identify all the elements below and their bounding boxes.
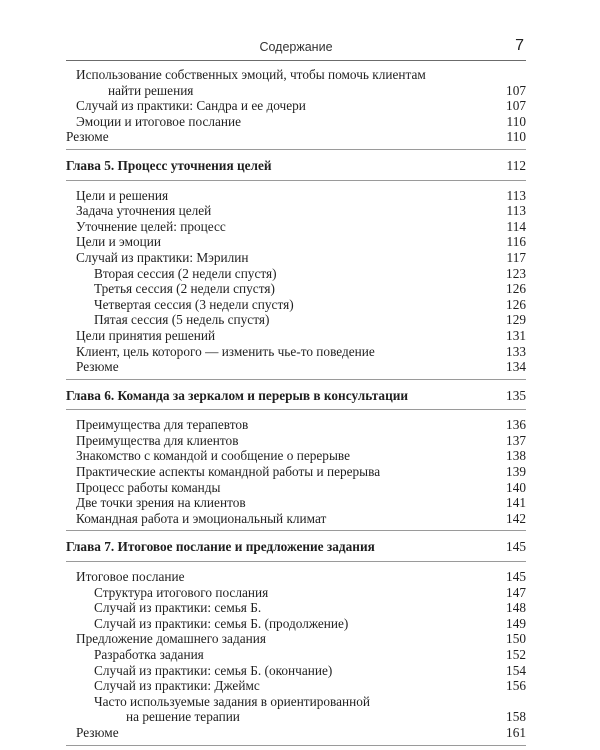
toc-page-number: 138 <box>506 448 526 464</box>
toc-entry[interactable] <box>66 114 526 130</box>
toc-entry[interactable] <box>66 631 526 647</box>
toc-page-number: 113 <box>506 187 526 203</box>
toc-entry-text: Практические аспекты командной работы и перерыва <box>76 464 381 480</box>
toc-entry[interactable] <box>66 480 526 496</box>
toc-page-number: 139 <box>506 464 526 480</box>
toc-page-number: 107 <box>506 98 526 114</box>
toc-entry[interactable] <box>66 433 526 449</box>
toc-entry-text: Четвертая сессия (3 недели спустя) <box>94 296 294 312</box>
toc-entry-text: Использование собственных эмоций, чтобы помочь клиентам <box>76 67 426 82</box>
toc-page-number: 117 <box>506 249 526 265</box>
toc-page-number: 147 <box>506 584 526 600</box>
toc-entry[interactable] <box>66 725 526 746</box>
toc-page-number: 141 <box>506 495 526 511</box>
toc-entry-text: Случай из практики: Мэрилин <box>76 249 249 265</box>
toc-entry-text: Резюме <box>76 724 119 740</box>
table-of-contents <box>66 67 526 746</box>
toc-entry-text: Случай из практики: семья Б. (продолжение) <box>94 615 349 631</box>
toc-entry-text: Случай из практики: семья Б. <box>94 600 262 616</box>
toc-page-number: 135 <box>506 387 526 403</box>
toc-entry[interactable] <box>66 98 526 114</box>
toc-entry-text: Резюме <box>76 359 119 375</box>
toc-entry-text: Вторая сессия (2 недели спустя) <box>94 265 277 281</box>
toc-entry[interactable] <box>66 250 526 266</box>
toc-entry-text: Резюме <box>66 129 109 145</box>
toc-entry[interactable] <box>66 511 526 532</box>
toc-subentry[interactable] <box>66 663 526 679</box>
toc-page-number: 145 <box>506 569 526 585</box>
toc-entry-text-continued: найти решения <box>108 82 194 98</box>
running-header <box>66 37 526 61</box>
toc-entry-text: Две точки зрения на клиентов <box>76 495 246 511</box>
chapter-rule <box>66 561 526 562</box>
toc-subentry[interactable] <box>66 266 526 282</box>
toc-entry[interactable] <box>66 464 526 480</box>
toc-page-number: 140 <box>506 479 526 495</box>
toc-page-number: 126 <box>506 296 526 312</box>
toc-page-number: 154 <box>506 662 526 678</box>
toc-page-number: 110 <box>506 129 526 145</box>
running-header-title: Содержание <box>259 40 333 54</box>
toc-entry[interactable] <box>66 188 526 204</box>
chapter-title: Глава 6. Команда за зеркалом и перерыв в консультации <box>66 387 409 403</box>
chapter-title: Глава 7. Итоговое послание и предложение задания <box>66 539 375 555</box>
toc-entry-text: Знакомство с командой и сообщение о перерыве <box>76 448 350 464</box>
toc-entry[interactable] <box>66 67 526 98</box>
chapter-heading[interactable] <box>66 388 526 404</box>
toc-entry[interactable] <box>66 569 526 585</box>
toc-page-number: 126 <box>506 281 526 297</box>
toc-subentry[interactable] <box>66 616 526 632</box>
toc-subentry[interactable] <box>66 312 526 328</box>
toc-page-number: 156 <box>506 678 526 694</box>
toc-page-number: 136 <box>506 417 526 433</box>
toc-page-number: 152 <box>506 647 526 662</box>
toc-entry-text: Случай из практики: Джеймс <box>94 678 260 694</box>
toc-entry-text: Предложение домашнего задания <box>76 631 266 647</box>
toc-entry-text: Преимущества для терапевтов <box>76 417 249 433</box>
toc-entry-text: Третья сессия (2 недели спустя) <box>94 281 275 297</box>
toc-page-number: 150 <box>506 631 526 647</box>
toc-entry[interactable] <box>66 129 526 150</box>
toc-page-number: 137 <box>506 432 526 448</box>
toc-page-number: 158 <box>506 709 526 725</box>
toc-entry[interactable] <box>66 359 526 380</box>
toc-page-number: 161 <box>506 724 526 740</box>
toc-entry-text: Процесс работы команды <box>76 479 221 495</box>
toc-entry-text: Эмоции и итоговое послание <box>76 113 242 129</box>
toc-subentry[interactable] <box>66 678 526 694</box>
toc-page-number: 145 <box>506 539 526 555</box>
toc-entry-text: Разработка задания <box>94 647 204 662</box>
toc-page-number: 142 <box>506 510 526 526</box>
chapter-heading[interactable] <box>66 539 526 555</box>
toc-entry-text: Клиент, цель которого — изменить чье-то поведение <box>76 343 375 359</box>
chapter-rule <box>66 409 526 410</box>
toc-entry-text: Цели и эмоции <box>76 234 162 250</box>
toc-entry-text: Цели и решения <box>76 187 169 203</box>
toc-page-number: 134 <box>506 359 526 375</box>
toc-subentry[interactable] <box>66 297 526 313</box>
toc-entry[interactable] <box>66 219 526 235</box>
toc-entry-text: Пятая сессия (5 недель спустя) <box>94 312 270 328</box>
toc-page-number: 113 <box>506 203 526 219</box>
toc-page-number: 112 <box>506 157 526 173</box>
toc-entry-text: Структура итогового послания <box>94 584 269 600</box>
toc-page-number: 149 <box>506 615 526 631</box>
toc-page-number: 110 <box>506 113 526 129</box>
toc-entry[interactable] <box>66 448 526 464</box>
toc-subentry[interactable] <box>66 281 526 297</box>
toc-entry-text: Часто используемые задания в ориентированной <box>94 693 371 709</box>
toc-entry-text: Задача уточнения целей <box>76 203 212 219</box>
toc-page-number: 116 <box>506 234 526 250</box>
toc-entry[interactable] <box>66 328 526 344</box>
toc-page-number: 123 <box>506 265 526 281</box>
chapter-heading[interactable] <box>66 158 526 174</box>
toc-entry[interactable] <box>66 234 526 250</box>
toc-entry-text-continued: на решение терапии <box>126 709 240 725</box>
toc-subentry[interactable] <box>66 647 526 663</box>
chapter-rule <box>66 180 526 181</box>
toc-page-number: 148 <box>506 600 526 616</box>
page-number: 7 <box>515 37 524 54</box>
toc-entry-text: Итоговое послание <box>76 569 185 585</box>
toc-entry-text: Цели принятия решений <box>76 327 216 343</box>
toc-entry-text: Случай из практики: семья Б. (окончание) <box>94 662 333 678</box>
toc-page-number: 129 <box>506 312 526 328</box>
toc-entry-text: Преимущества для клиентов <box>76 432 239 448</box>
toc-entry[interactable] <box>66 344 526 360</box>
toc-page-number: 107 <box>506 82 526 98</box>
toc-page-number: 114 <box>506 218 526 234</box>
toc-page-number: 133 <box>506 343 526 359</box>
toc-entry[interactable] <box>66 417 526 433</box>
toc-entry-text: Уточнение целей: процесс <box>76 218 226 234</box>
toc-entry-text: Случай из практики: Сандра и ее дочери <box>76 98 306 114</box>
toc-entry[interactable] <box>66 203 526 219</box>
chapter-title: Глава 5. Процесс уточнения целей <box>66 157 272 173</box>
toc-entry-text: Командная работа и эмоциональный климат <box>76 510 327 526</box>
toc-subentry[interactable] <box>66 694 526 725</box>
toc-subentry[interactable] <box>66 585 526 601</box>
toc-entry[interactable] <box>66 495 526 511</box>
toc-subentry[interactable] <box>66 600 526 616</box>
toc-page-number: 131 <box>506 327 526 343</box>
